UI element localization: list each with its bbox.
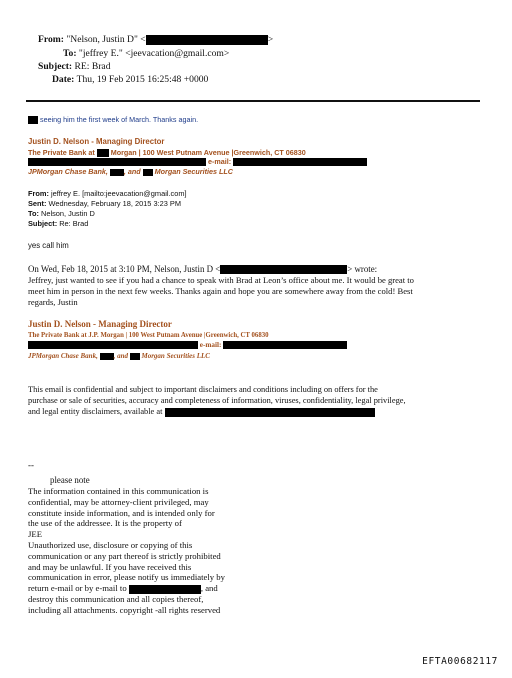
notice-line: JEE — [28, 529, 42, 540]
on-wed-line — [28, 264, 377, 275]
signature-dashes: -- — [28, 460, 34, 470]
sig2-email-row — [28, 341, 347, 350]
sig2-email-label: e-mail: — [199, 341, 222, 349]
reply-text-content: seeing him the first week of March. Thanks again. — [40, 115, 199, 124]
notice-body — [28, 486, 225, 616]
redaction-bar — [110, 169, 124, 176]
notice-line: communication in error, please notify us immediately by — [28, 572, 225, 583]
notice-line: confidential, may be attorney-client privileged, may — [28, 496, 209, 507]
disclaimer-line-3 — [28, 406, 375, 417]
redaction-bar — [129, 585, 201, 594]
redaction-bar — [28, 116, 38, 124]
from-end: > — [267, 34, 274, 45]
sig1-email-row — [28, 157, 367, 166]
sig2-name: Justin D. Nelson - Managing Director — [28, 319, 172, 329]
sig1-firm-c: Morgan Securities LLC — [154, 167, 233, 176]
sig1-email-label: e-mail: — [208, 157, 232, 166]
subject-value: RE: Brad — [74, 61, 111, 72]
sig1-name: Justin D. Nelson - Managing Director — [28, 137, 165, 146]
notice-line: Unauthorized use, disclosure or copying of this — [28, 539, 193, 550]
bates-number: EFTA00682117 — [422, 656, 498, 667]
redaction-bar — [146, 35, 268, 45]
notice-line: destroy this communication and all copies thereof, — [28, 593, 204, 604]
header-date — [52, 74, 208, 86]
disclaimer-line-3-text: and legal entity disclaimers, available at — [28, 407, 163, 416]
quoted-to-label: To: — [28, 209, 39, 218]
quoted-from-value: jeffrey E. [mailto:jeevacation@gmail.com] — [51, 189, 187, 198]
header-from — [38, 34, 273, 46]
sig1-address — [28, 148, 306, 157]
redaction-bar — [28, 158, 206, 166]
sig2-firms — [28, 352, 210, 360]
on-wed-prefix: On Wed, Feb 18, 2015 at 3:10 PM, Nelson, Justin D < — [28, 264, 221, 274]
on-wed-suffix: > wrote: — [347, 264, 378, 274]
from-value: "Nelson, Justin D" < — [66, 34, 146, 45]
sig1-addr-b: Morgan | 100 West Putnam Avenue |Greenwich, CT 06830 — [108, 148, 306, 157]
sig2-firm-b: , and — [113, 352, 128, 360]
quoted-to — [28, 209, 95, 218]
from-label: From: — [38, 34, 64, 45]
date-label: Date: — [52, 74, 75, 85]
redaction-bar — [143, 169, 153, 176]
reply-text — [28, 115, 198, 124]
to-value: "jeffrey E." <jeevacation@gmail.com> — [78, 48, 230, 59]
redaction-bar — [100, 353, 114, 360]
sig2-firm-a: JPMorgan Chase Bank, — [28, 352, 98, 360]
quoted-sent-value: Wednesday, February 18, 2015 3:23 PM — [48, 199, 181, 208]
redaction-bar — [220, 265, 347, 274]
notice-line: including all attachments. copyright -all rights reserved — [28, 604, 221, 615]
redaction-bar — [97, 149, 109, 157]
redaction-bar — [233, 158, 367, 166]
on-wed-body-1: Jeffrey, just wanted to see if you had a chance to speak with Brad at Leon’s office about me. It would be great to — [28, 275, 414, 285]
on-wed-body-3: regards, Justin — [28, 297, 78, 307]
redaction-bar — [165, 408, 375, 417]
notice-line: communication or any part thereof is strictly prohibited — [28, 550, 221, 561]
sig2-address: The Private Bank at J.P. Morgan | 100 West Putnam Avenue |Greenwich, CT 06830 — [28, 332, 269, 339]
redaction-bar — [223, 341, 347, 349]
to-label: To: — [63, 48, 77, 59]
please-note: please note — [50, 475, 90, 485]
notice-line: The information contained in this communication is — [28, 486, 209, 496]
header-subject — [38, 61, 111, 73]
quoted-subject-value: Re: Brad — [59, 219, 89, 228]
quoted-sent-label: Sent: — [28, 199, 47, 208]
notice-return-line — [28, 583, 225, 594]
yes-call-text: yes call him — [28, 241, 69, 250]
quoted-from — [28, 189, 187, 198]
quoted-from-label: From: — [28, 189, 49, 198]
sig1-firm-a: JPMorgan Chase Bank, — [28, 167, 108, 176]
disclaimer-line-2: purchase or sale of securities, accuracy and completeness of information, viruses, confidentiality, legal privilege, — [28, 396, 406, 405]
quoted-subject-label: Subject: — [28, 219, 58, 228]
return-line-a: return e-mail or by e-mail to — [28, 583, 127, 594]
sig1-firm-b: , and — [123, 167, 141, 176]
notice-line: the use of the addressee. It is the property of — [28, 518, 182, 529]
redaction-bar — [130, 353, 140, 360]
redaction-bar — [28, 341, 198, 349]
sig2-firm-c: Morgan Securities LLC — [141, 352, 210, 360]
header-to — [63, 48, 229, 60]
quoted-to-value: Nelson, Justin D — [41, 209, 95, 218]
date-value: Thu, 19 Feb 2015 16:25:48 +0000 — [76, 74, 209, 85]
on-wed-body-2: meet him in person in the next few weeks. Thanks again and hope you are somewhere away from the cold! Best — [28, 286, 413, 296]
subject-label: Subject: — [38, 61, 73, 72]
sig1-firms — [28, 167, 233, 176]
quoted-subject — [28, 219, 88, 228]
notice-line: constitute inside information, and is intended only for — [28, 507, 215, 518]
return-line-b: , and — [200, 583, 218, 594]
quoted-sent — [28, 199, 181, 208]
notice-line: and may be unlawful. If you have received this — [28, 561, 192, 572]
header-divider — [26, 100, 480, 102]
sig1-addr-a: The Private Bank at — [28, 148, 95, 157]
disclaimer-line-1: This email is confidential and subject to important disclaimers and conditions including on offers for the — [28, 385, 378, 394]
